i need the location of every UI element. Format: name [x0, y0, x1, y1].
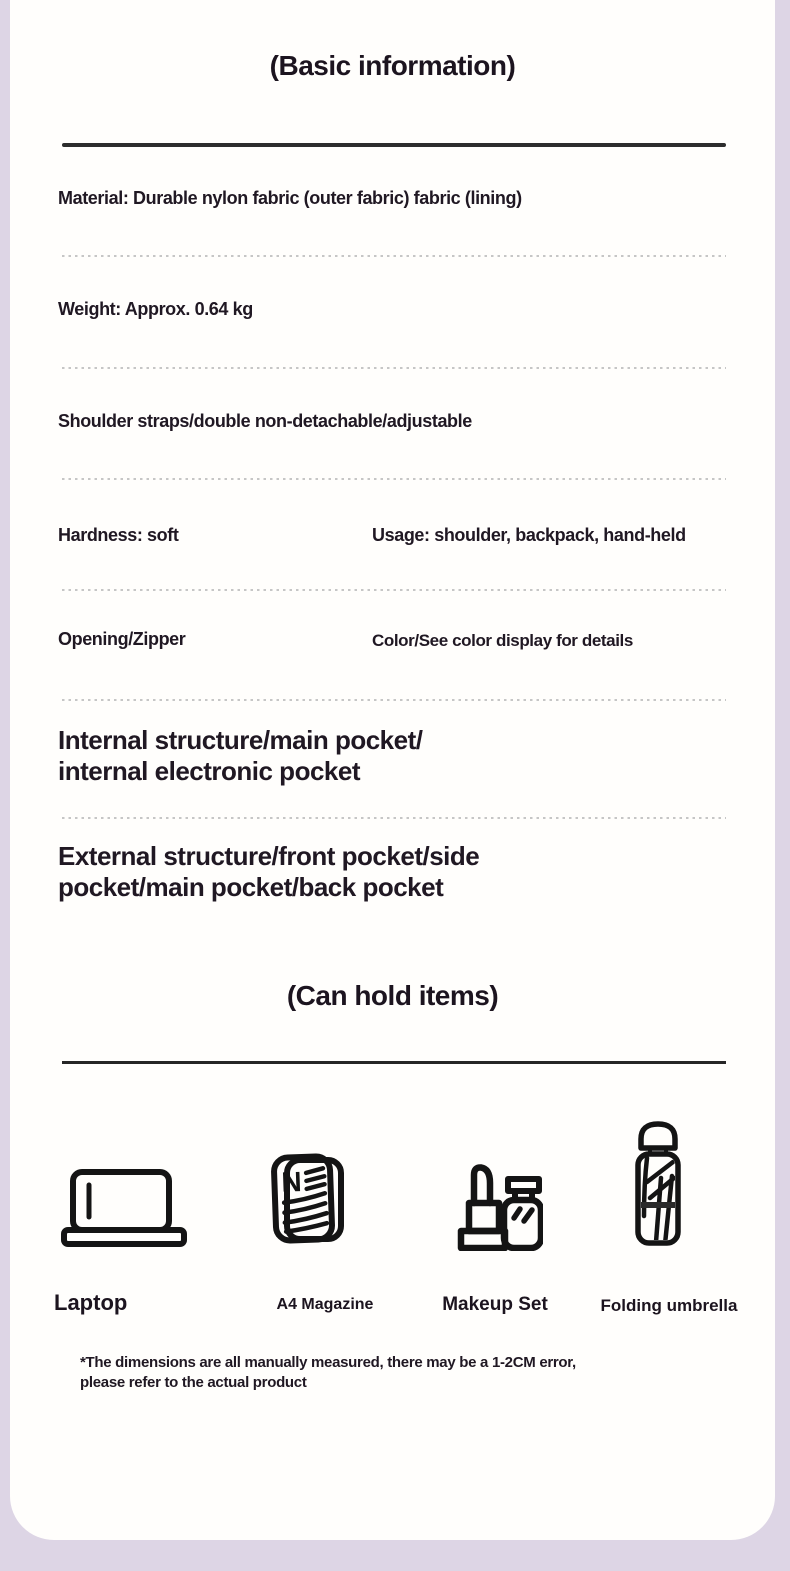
- makeup-set-icon: [451, 1161, 543, 1251]
- spec-usage: Usage: shoulder, backpack, hand-held: [372, 525, 686, 545]
- disclaimer-line1: *The dimensions are all manually measured, there may be a 1-2CM error,: [80, 1354, 576, 1371]
- magazine-icon: [271, 1153, 345, 1245]
- spec-hardness: Hardness: soft: [58, 525, 179, 545]
- internal-structure-line1: Internal structure/main pocket/: [58, 725, 423, 755]
- section-title-can-hold-items: (Can hold items): [286, 980, 499, 1011]
- divider-dotted: [62, 255, 726, 257]
- external-structure-line2: pocket/main pocket/back pocket: [58, 872, 444, 902]
- divider-dotted: [62, 367, 726, 369]
- item-label-makeup-set: Makeup Set: [442, 1294, 548, 1315]
- divider-dotted: [62, 589, 726, 591]
- spec-color: Color/See color display for details: [372, 631, 633, 650]
- external-structure-line1: External structure/front pocket/side: [58, 841, 480, 871]
- spec-material: Material: Durable nylon fabric (outer fabric) fabric (lining): [58, 188, 522, 208]
- divider-dotted: [62, 699, 726, 701]
- laptop-icon: [61, 1168, 187, 1248]
- spec-shoulder-straps: Shoulder straps/double non-detachable/adjustable: [58, 411, 472, 431]
- disclaimer-line2: please refer to the actual product: [80, 1374, 307, 1391]
- divider-solid-thin: [62, 1061, 726, 1064]
- item-label-laptop: Laptop: [54, 1290, 128, 1315]
- divider-solid: [62, 143, 726, 147]
- product-info-card: [10, 0, 775, 1540]
- spec-internal-structure: [58, 725, 422, 787]
- divider-dotted: [62, 817, 726, 819]
- svg-text:N: N: [280, 1166, 303, 1198]
- spec-external-structure: [58, 841, 479, 903]
- divider-dotted: [62, 478, 726, 480]
- measurement-disclaimer: [80, 1353, 700, 1393]
- item-label-folding-umbrella: Folding umbrella: [600, 1296, 738, 1315]
- item-label-a4-magazine: A4 Magazine: [276, 1296, 374, 1313]
- internal-structure-line2: internal electronic pocket: [58, 756, 360, 786]
- spec-weight: Weight: Approx. 0.64 kg: [58, 299, 253, 319]
- folding-umbrella-icon: [635, 1120, 681, 1248]
- spec-opening: Opening/Zipper: [58, 629, 186, 649]
- section-title-basic-information: (Basic information): [269, 50, 516, 81]
